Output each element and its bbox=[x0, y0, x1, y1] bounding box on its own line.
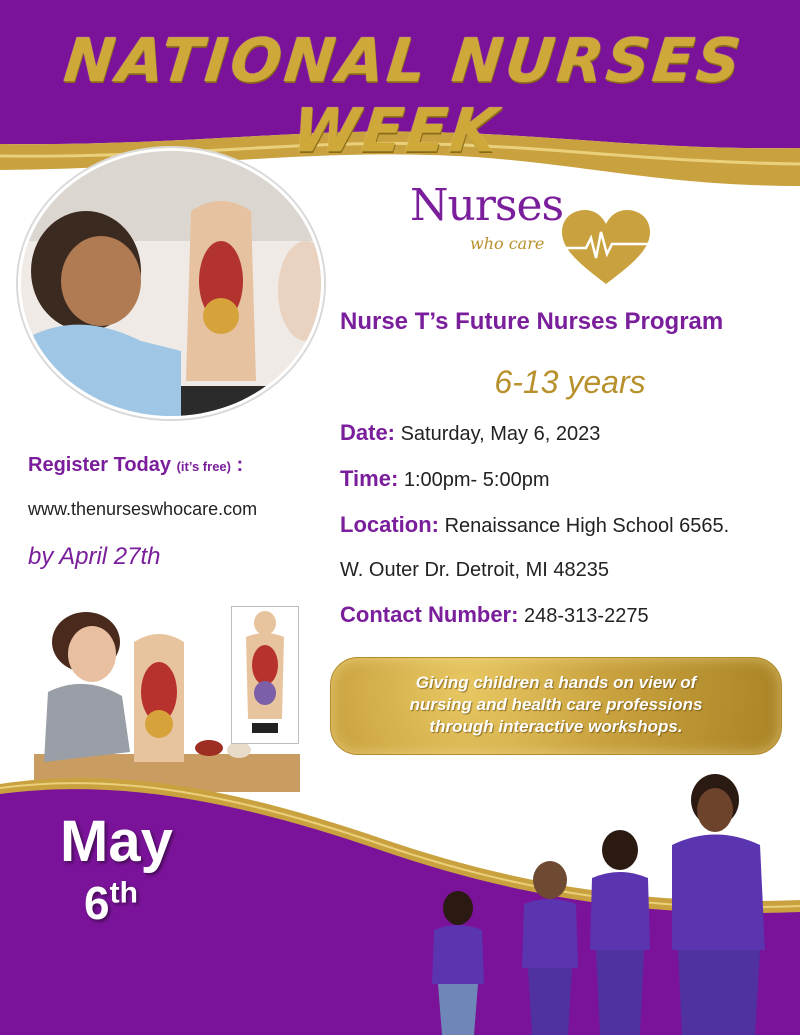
time-label: Time: bbox=[340, 466, 399, 491]
nurses-who-care-logo bbox=[410, 180, 660, 290]
location-line bbox=[340, 512, 729, 538]
date-value: Saturday, May 6, 2023 bbox=[400, 423, 601, 445]
age-range: 6-13 years bbox=[494, 364, 646, 400]
anatomy-torso-image bbox=[231, 606, 299, 744]
contact-line bbox=[340, 602, 649, 628]
register-heading bbox=[28, 454, 243, 477]
registration-deadline: by April 27th bbox=[28, 543, 161, 570]
photo-nurse-and-children bbox=[420, 770, 800, 1035]
event-day-suffix: th bbox=[109, 876, 138, 910]
register-label: Register Today bbox=[28, 454, 171, 476]
location-label: Location: bbox=[340, 512, 439, 537]
time-line bbox=[340, 466, 549, 492]
location-value: Renaissance High School 6565. bbox=[444, 515, 730, 537]
event-day-number: 6 bbox=[84, 877, 110, 929]
tagline-text bbox=[351, 672, 761, 738]
event-month: May bbox=[60, 809, 173, 874]
date-line bbox=[340, 420, 600, 446]
time-value: 1:00pm- 5:00pm bbox=[403, 469, 550, 491]
contact-value: 248-313-2275 bbox=[524, 605, 649, 627]
address-line: W. Outer Dr. Detroit, MI 48235 bbox=[340, 559, 609, 581]
tagline-line-2: nursing and health care professions bbox=[409, 695, 703, 714]
contact-label: Contact Number: bbox=[340, 602, 519, 627]
date-label: Date: bbox=[340, 420, 396, 445]
tagline-line-3: through interactive workshops. bbox=[429, 717, 683, 736]
tagline-callout bbox=[330, 657, 782, 755]
logo-tagline: who care bbox=[470, 234, 545, 253]
register-colon: : bbox=[230, 454, 244, 476]
website-link[interactable]: www.thenurseswhocare.com bbox=[28, 499, 258, 519]
register-free-note: (it’s free) bbox=[176, 459, 231, 474]
logo-wordmark: Nurses bbox=[410, 180, 564, 231]
program-title: Nurse T’s Future Nurses Program bbox=[340, 308, 724, 335]
event-day bbox=[84, 876, 138, 930]
tagline-line-1: Giving children a hands on view of bbox=[415, 673, 697, 692]
photo-boy-anatomy bbox=[18, 148, 324, 419]
heart-ecg-icon bbox=[560, 208, 652, 288]
page-title: NATIONAL NURSES WEEK bbox=[60, 26, 747, 166]
